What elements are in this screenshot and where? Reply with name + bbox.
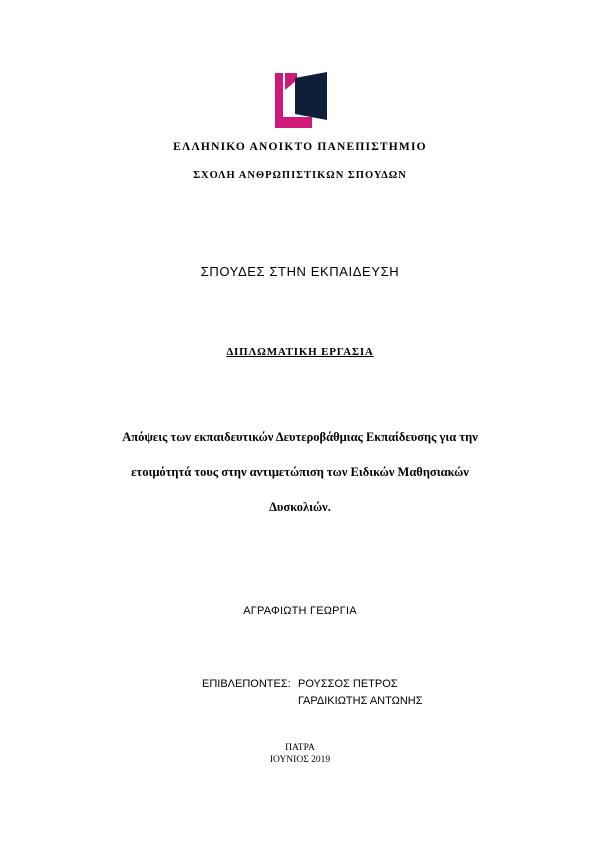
supervisors-block: [202, 676, 423, 710]
supervisor-name: ΓΑΡΔΙΚΙΩΤΗΣ ΑΝΤΩΝΗΣ: [298, 695, 423, 707]
program-name: ΣΠΟΥΔΕΣ ΣΤΗΝ ΕΚΠΑΙΔΕΥΣΗ: [200, 264, 400, 279]
date: ΙΟΥΝΙΟΣ 2019: [269, 755, 331, 765]
thesis-title: [90, 420, 510, 525]
author-name: ΑΓΡΑΦΙΩΤΗ ΓΕΩΡΓΙΑ: [243, 605, 357, 617]
thesis-type: ΔΙΠΛΩΜΑΤΙΚΗ ΕΡΓΑΣΙΑ: [226, 346, 374, 358]
supervisor-name: ΡΟΥΣΣΟΣ ΠΕΤΡΟΣ: [298, 678, 398, 690]
university-name: ΕΛΛΗΝΙΚΟ ΑΝΟΙΚΤΟ ΠΑΝΕΠΙΣΤΗΜΙΟ: [173, 141, 427, 153]
thesis-title-line: ετοιμότητά τους στην αντιμετώπιση των Ειδικών Μαθησιακών: [131, 465, 469, 479]
school-name: ΣΧΟΛΗ ΑΝΘΡΩΠΙΣΤΙΚΩΝ ΣΠΟΥΔΩΝ: [193, 170, 407, 181]
university-logo-icon: [275, 70, 327, 128]
thesis-title-line: Απόψεις των εκπαιδευτικών Δευτεροβάθμιας Εκπαίδευσης για την: [122, 430, 478, 444]
logo-navy-book: [295, 72, 327, 120]
place: ΠΑΤΡΑ: [285, 743, 315, 753]
supervisors-label: ΕΠΙΒΛΕΠΟΝΤΕΣ:: [202, 678, 291, 690]
thesis-title-line: Δυσκολιών.: [269, 500, 331, 514]
